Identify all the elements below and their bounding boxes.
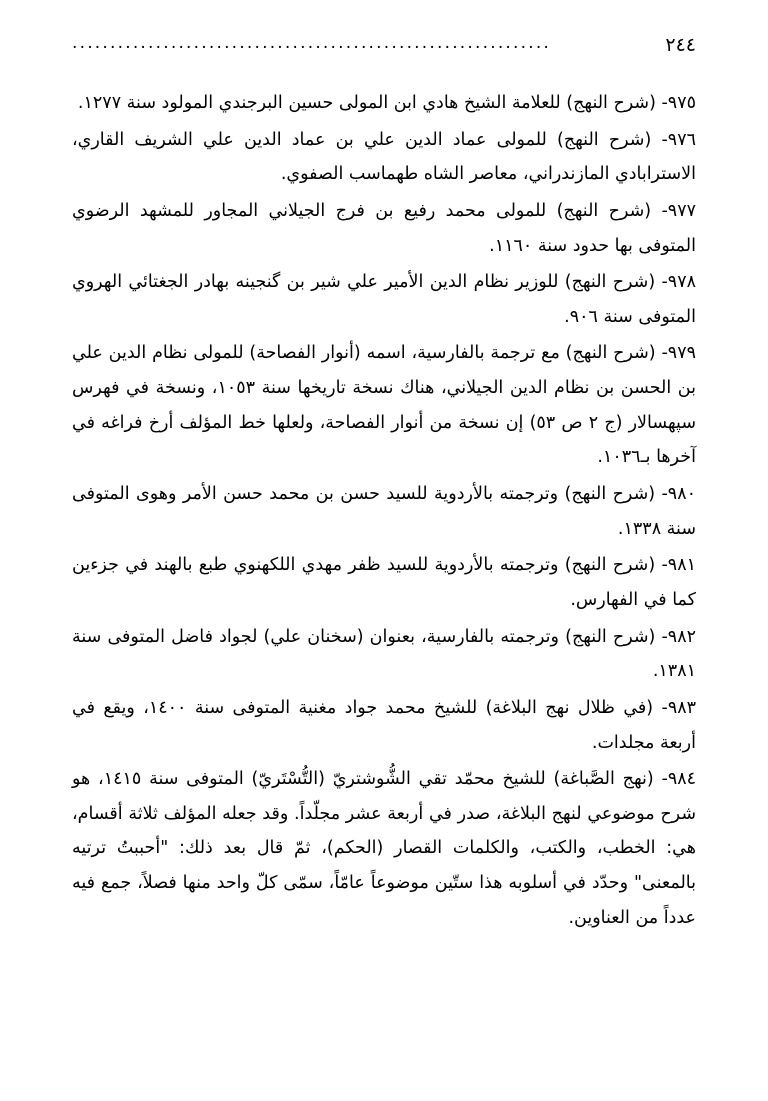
page-header: [72, 34, 696, 68]
list-item: ٩٨٢- (شرح النهج) وترجمته بالفارسية، بعنوان (سخنان علي) لجواد فاضل المتوفى سنة ١٣٨١.: [72, 626, 696, 682]
list-item: ٩٧٧- (شرح النهج) للمولى محمد رفيع بن فرج الجيلاني المجاور للمشهد الرضوي المتوفى بها حدود سنة ١١٦٠.: [72, 200, 696, 256]
list-item: ٩٧٦- (شرح النهج) للمولى عماد الدين علي بن عماد الدين علي الشريف القاري، الاسترابادي المازندراني، معاصر الشاه طهماسب الصفوي.: [72, 129, 696, 185]
page-number: ٢٤٤: [665, 34, 696, 56]
list-item: ٩٧٩- (شرح النهج) مع ترجمة بالفارسية، اسمه (أنوار الفصاحة) للمولى نظام الدين علي بن الحسن بن نظام الدين الجيلاني، هناك نسخة تاريخها سنة ١٠٥٣، ونسخة في فهرس سپهسالار (ج ٢ ص ٥٣) إن نسخة من أنوار الفصاحة، ولعلها خط المؤلف أرخ فراغه في آخرها بـ١٠٣٦.: [72, 343, 696, 468]
list-item: ٩٧٨- (شرح النهج) للوزير نظام الدين الأمير علي شير بن گنجينه بهادر الجغتائي الهروي المتوفى سنة ٩٠٦.: [72, 272, 696, 327]
dotted-leader: ...............................................................: [72, 35, 552, 52]
list-item: ٩٨١- (شرح النهج) وترجمته بالأردوية للسيد ظفر مهدي اللكهنوي طبع بالهند في جزءين كما في الفهارس.: [72, 555, 696, 610]
list-item: ٩٨٤- (نهج الصَّباغة) للشيخ محمّد تقي الشُّوشتريّ (التُّسْتَريّ) المتوفى سنة ١٤١٥، هو شرح موضوعي لنهج البلاغة، صدر في أربعة عشر مجلّداً. وقد جعله المؤلف ثلاثة أقسام، هي: الخطب، والكتب، والكلمات القصار (الحكم)، ثمّ قال بعد ذلك: "أحببتُ ترتيه بالمعنى" وحدّد في أسلوبه هذا ستّين موضوعاً عامّاً، سمّى كلّ واحد منها فصلاً، جمع فيه عدداً من العناوين.: [72, 769, 697, 928]
list-item: ٩٨٣- (في ظلال نهج البلاغة) للشيخ محمد جواد مغنية المتوفى سنة ١٤٠٠، ويقع في أربعة مجلدات.: [72, 697, 697, 753]
list-item: ٩٧٥- (شرح النهج) للعلامة الشيخ هادي ابن المولى حسين البرجندي المولود سنة ١٢٧٧.: [77, 93, 696, 113]
list-item: ٩٨٠- (شرح النهج) وترجمته بالأردوية للسيد حسن بن محمد حسن الأمر وهوى المتوفى سنة ١٣٣٨.: [72, 484, 696, 539]
page-body: [72, 86, 696, 935]
